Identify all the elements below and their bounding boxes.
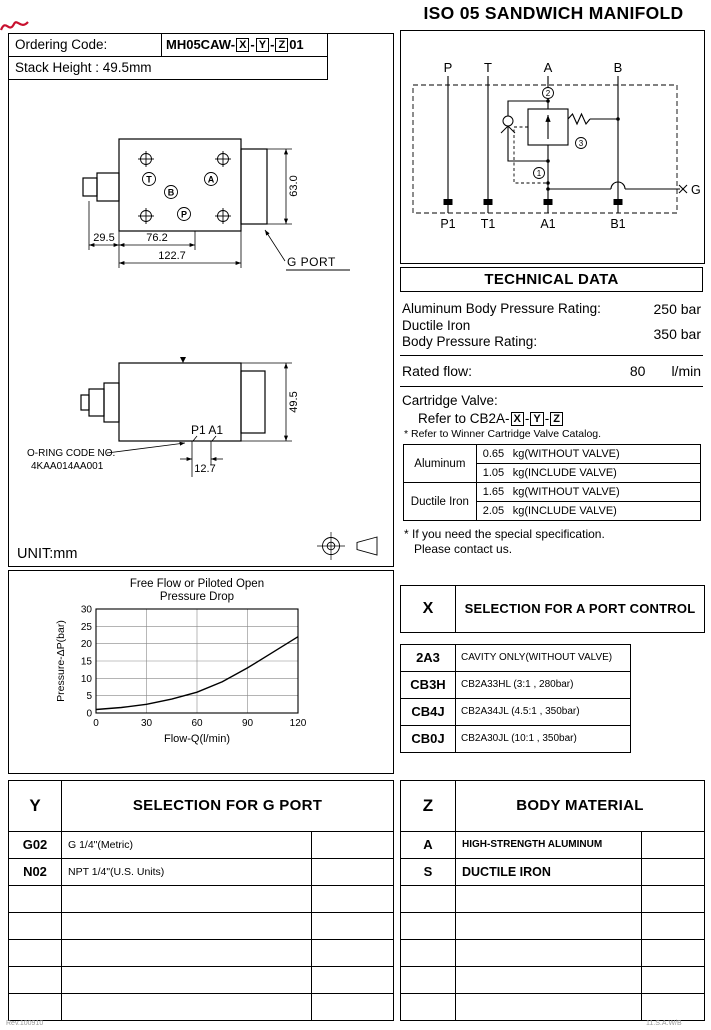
table-row-empty	[401, 885, 704, 912]
schematic-lines	[448, 76, 680, 213]
rated-flow-value: 80	[629, 363, 646, 379]
table-row	[9, 831, 393, 858]
table-row	[401, 725, 630, 752]
port-t-label: T	[146, 174, 152, 185]
weight-cell	[476, 464, 700, 483]
empty-cell	[311, 859, 393, 885]
oring-code-label: O-RING CODE NO.	[27, 448, 116, 459]
table-row-empty	[401, 939, 704, 966]
sandwich-boundary	[413, 85, 677, 213]
ductile-pressure-label-1: Ductile Iron	[402, 318, 471, 333]
circled-1: 1	[536, 169, 542, 178]
chart-title-line1: Free Flow or Piloted Open	[129, 578, 265, 590]
table-row	[404, 483, 701, 502]
table-row-empty	[401, 912, 704, 939]
weight-cell	[476, 483, 700, 502]
chart-plot-area	[81, 605, 307, 730]
port-b-label: B	[167, 187, 175, 198]
code-suffix: 01	[289, 37, 304, 52]
y-selection-table	[8, 780, 394, 1021]
table-row	[401, 645, 630, 671]
table-row	[401, 831, 704, 858]
x-title: SELECTION FOR A PORT CONTROL	[455, 586, 704, 632]
schematic-bottom-port-labels	[440, 217, 625, 231]
y-title: SELECTION FOR G PORT	[61, 781, 393, 831]
weight-material: Aluminum	[404, 445, 477, 483]
cartridge-valve-reference	[418, 411, 701, 426]
weight-note: kg(WITHOUT VALVE)	[512, 448, 620, 460]
schematic-panel	[400, 30, 705, 264]
table-row-empty	[401, 993, 704, 1020]
z-code: S	[423, 864, 433, 879]
dim-49-5: 49.5	[288, 391, 300, 413]
svg-text:5: 5	[86, 691, 92, 703]
rated-flow-unit: l/min	[671, 363, 701, 379]
chart-x-axis-label: Flow-Q(l/min)	[164, 733, 230, 745]
hydraulic-schematic	[401, 31, 702, 261]
weight-note: kg(INCLUDE VALVE)	[512, 467, 617, 479]
table-row-empty	[401, 966, 704, 993]
table-row	[401, 671, 630, 698]
x-desc: CB2A33HL (3:1 , 280bar)	[455, 672, 630, 698]
x-key: X	[422, 600, 434, 617]
pressure-rating-block	[400, 292, 703, 356]
special-spec-line1: * If you need the special specification.	[404, 527, 605, 541]
empty-cell	[641, 859, 704, 885]
x-code: 2A3	[416, 650, 440, 665]
weight-cell	[476, 502, 700, 521]
svg-text:20: 20	[80, 639, 92, 651]
y-key: Y	[29, 796, 41, 815]
pressure-drop-chart	[9, 571, 391, 771]
z-desc: DUCTILE IRON	[455, 859, 641, 885]
svg-text:0: 0	[93, 718, 99, 729]
table-header-row	[9, 781, 393, 831]
x-desc: CB2A30JL (10:1 , 350bar)	[455, 726, 630, 752]
weight-note: kg(INCLUDE VALVE)	[512, 505, 617, 517]
table-row-empty	[9, 993, 393, 1020]
x-code: CB4J	[411, 704, 445, 719]
cartridge-valve-block	[400, 387, 703, 557]
ordering-code-label: Ordering Code:	[9, 34, 162, 56]
y-desc: NPT 1/4"(U.S. Units)	[61, 859, 311, 885]
cartridge-y-box: Y	[530, 412, 543, 426]
special-spec-note	[402, 527, 701, 557]
port-label-a: A	[543, 60, 553, 75]
svg-text:30: 30	[80, 604, 92, 616]
cartridge-dash: -	[524, 411, 530, 426]
circled-2: 2	[545, 89, 551, 98]
port-label-a1: A1	[540, 217, 556, 231]
technical-data-title: TECHNICAL DATA	[400, 267, 703, 292]
y-code: G02	[22, 837, 48, 852]
table-row-empty	[9, 939, 393, 966]
ductile-pressure-label-2: Body Pressure Rating:	[402, 334, 538, 349]
table-row	[401, 698, 630, 725]
page-title: ISO 05 SANDWICH MANIFOLD	[423, 3, 684, 23]
weight-cell	[476, 445, 700, 464]
ordering-code-box	[8, 33, 328, 80]
cartridge-x-box: X	[511, 412, 524, 426]
port-a-label: A	[207, 174, 215, 185]
table-row	[401, 858, 704, 885]
projection-symbol-icon	[317, 532, 377, 560]
circled-3: 3	[578, 139, 584, 148]
top-view-outline	[83, 139, 267, 231]
cartridge-z-box: Z	[550, 412, 563, 426]
drawing-panel	[8, 33, 394, 567]
weight-material: Ductile Iron	[404, 483, 477, 521]
weight-value: 1.05	[482, 467, 505, 479]
dim-122-7: 122.7	[158, 250, 186, 262]
dim-29-5: 29.5	[93, 232, 115, 244]
cartridge-dash: -	[544, 411, 550, 426]
code-dash: -	[270, 37, 275, 52]
weight-note: kg(WITHOUT VALVE)	[512, 486, 620, 498]
code-y-box: Y	[256, 38, 269, 52]
oring-code-value: 4KAA014AA001	[31, 461, 104, 472]
z-code: A	[423, 837, 433, 852]
svg-text:25: 25	[80, 621, 92, 633]
svg-text:10: 10	[80, 673, 92, 685]
table-row-empty	[9, 885, 393, 912]
x-desc: CB2A34JL (4.5:1 , 350bar)	[455, 699, 630, 725]
aluminum-pressure-value: 250 bar	[653, 301, 701, 317]
svg-text:15: 15	[80, 656, 92, 668]
cartridge-catalog-note: * Refer to Winner Cartridge Valve Catalog.	[404, 428, 602, 440]
dim-76-2: 76.2	[146, 232, 168, 244]
weight-table	[403, 444, 701, 521]
top-view-dimension-lines	[89, 149, 350, 270]
technical-data-block	[400, 292, 703, 557]
side-view-dimension-lines	[107, 363, 292, 477]
table-row-empty	[9, 966, 393, 993]
table-row	[9, 858, 393, 885]
z-title: BODY MATERIAL	[455, 781, 704, 831]
x-desc: CAVITY ONLY(WITHOUT VALVE)	[455, 645, 630, 671]
weight-value: 0.65	[482, 448, 505, 460]
g-port-label: G PORT	[287, 255, 336, 269]
cartridge-valve-label: Cartridge Valve:	[402, 393, 498, 408]
svg-text:30: 30	[140, 718, 153, 729]
code-z-box: Z	[275, 38, 288, 52]
chart-y-axis-label: Pressure-ΔP(bar)	[55, 620, 67, 702]
port-label-t1: T1	[480, 217, 496, 231]
table-row-empty	[9, 912, 393, 939]
table-row	[401, 586, 704, 632]
code-dash: -	[250, 37, 255, 52]
aluminum-pressure-label: Aluminum Body Pressure Rating:	[402, 301, 601, 316]
svg-text:90: 90	[241, 718, 254, 729]
x-code: CB3H	[410, 677, 446, 692]
dimension-drawings	[9, 34, 391, 564]
stack-height-label: Stack Height : 49.5mm	[15, 60, 152, 75]
special-spec-line2: Please contact us.	[414, 542, 513, 556]
svg-text:120: 120	[289, 718, 307, 729]
cartridge-prefix: Refer to CB2A-	[418, 411, 510, 426]
footer-code: 11.S.A.W/B	[646, 1020, 682, 1027]
footer-revision: Rev.100910	[6, 1020, 44, 1027]
empty-cell	[641, 832, 704, 858]
ordering-code-value	[162, 34, 327, 56]
center-mark	[180, 357, 186, 363]
table-row	[404, 445, 701, 464]
svg-text:60: 60	[191, 718, 203, 729]
unit-label: UNIT:mm	[17, 546, 78, 562]
side-view-outline	[81, 363, 265, 441]
code-x-box: X	[236, 38, 249, 52]
schematic-top-port-labels	[444, 60, 623, 75]
y-desc: G 1/4"(Metric)	[61, 832, 311, 858]
ordering-code-row	[9, 34, 327, 57]
empty-cell	[311, 832, 393, 858]
rated-flow-row	[400, 356, 703, 387]
x-selection-header	[400, 585, 705, 633]
port-label-b: B	[613, 60, 623, 75]
port-label-t: T	[484, 60, 492, 75]
svg-text:0: 0	[86, 708, 92, 720]
chart-title-line2: Pressure Drop	[159, 591, 235, 603]
g-port-schematic-label: G	[691, 183, 701, 197]
weight-value: 2.05	[482, 505, 505, 517]
port-label-b1: B1	[610, 217, 626, 231]
dim-12-7: 12.7	[194, 463, 216, 475]
chart-panel	[8, 570, 394, 774]
port-label-p1: P1	[440, 217, 456, 231]
weight-value: 1.65	[482, 486, 505, 498]
code-prefix: MH05CAW-	[166, 37, 236, 52]
table-header-row	[401, 781, 704, 831]
dim-63-0: 63.0	[288, 175, 300, 197]
x-selection-rows	[400, 644, 631, 753]
port-label-p: P	[443, 60, 453, 75]
rated-flow-label: Rated flow:	[402, 363, 473, 379]
y-code: N02	[23, 864, 47, 879]
x-code: CB0J	[411, 731, 445, 746]
port-markers	[143, 173, 218, 221]
port-p-label: P	[180, 209, 188, 220]
ductile-pressure-value: 350 bar	[653, 326, 701, 342]
z-desc: HIGH-STRENGTH ALUMINUM	[455, 832, 641, 858]
z-key: Z	[422, 796, 434, 815]
z-selection-table	[400, 780, 705, 1021]
side-ports-label: P1 A1	[191, 423, 224, 437]
